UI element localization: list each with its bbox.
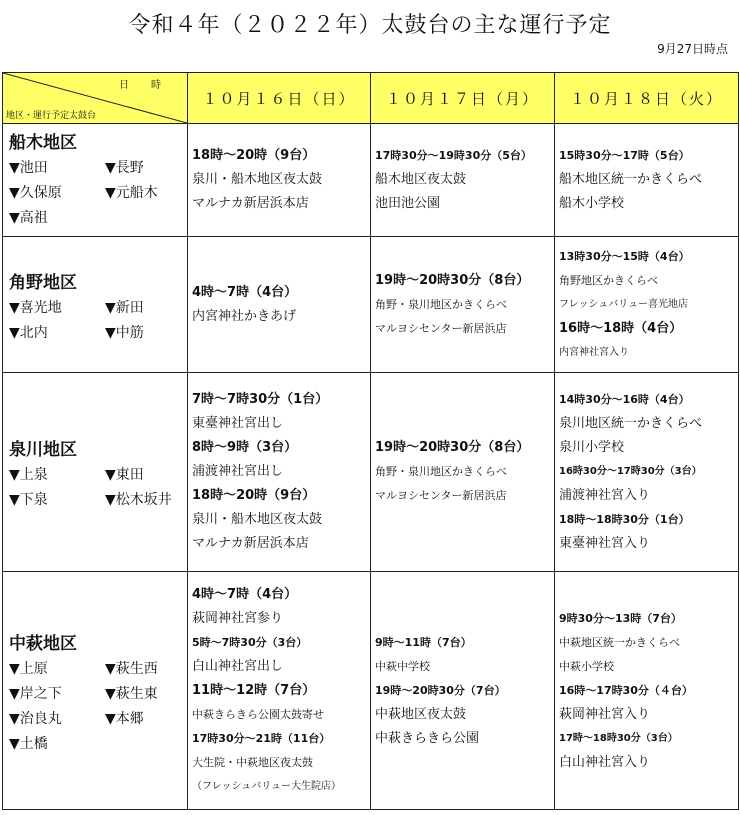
region-name: 泉川地区	[9, 440, 77, 460]
event-detail: 泉川・船木地区夜太鼓	[192, 512, 323, 527]
region-name: 角野地区	[9, 272, 77, 293]
event-detail: 池田池公園	[375, 196, 441, 211]
time-slot: 18時～20時（9台）	[192, 148, 316, 163]
region-row	[3, 124, 739, 237]
header-row	[3, 73, 739, 124]
region-row	[3, 237, 739, 373]
schedule-cell	[371, 124, 555, 237]
event-detail: 角野地区かきくらべ	[559, 273, 658, 287]
event-detail: 中萩きらきら公園	[375, 730, 480, 746]
event-detail: 内宮神社かきあげ	[192, 308, 297, 324]
sub-district-list	[9, 297, 181, 342]
time-slot: 17時～18時30分（3台）	[559, 732, 678, 744]
region-cell	[3, 572, 188, 810]
region-row	[3, 373, 739, 572]
sub-district-list	[9, 464, 181, 509]
sub-district: ▼土橋	[9, 735, 48, 752]
schedule-cell	[188, 572, 371, 810]
corner-date-label: 日 時	[119, 80, 167, 91]
sub-district: ▼上原	[9, 660, 48, 677]
schedule-cell	[555, 237, 739, 373]
time-slot: 17時30分～19時30分（5台）	[375, 149, 532, 162]
event-detail: 浦渡神社宮出し	[192, 464, 284, 479]
event-detail: 中萩きらきら公園太鼓寄せ	[192, 707, 324, 721]
event-detail: 白山神社宮入り	[559, 754, 651, 770]
event-detail: 浦渡神社宮入り	[559, 488, 651, 503]
region-name: 船木地区	[9, 133, 77, 153]
sub-district: ▼治良丸	[9, 710, 62, 727]
schedule-cell	[371, 373, 555, 572]
sub-district: ▼長野	[105, 160, 144, 176]
schedule-body	[3, 124, 739, 810]
time-slot: 19時～20時30分（7台）	[375, 683, 506, 697]
event-detail: 東臺神社宮入り	[559, 536, 651, 551]
time-slot: 9時30分～13時（7台）	[559, 611, 682, 625]
sub-district: ▼萩生東	[105, 685, 158, 702]
sub-district: ▼本郷	[105, 710, 144, 727]
date-header-2: １０月１７日（月）	[371, 73, 555, 124]
event-detail: 白山神社宮出し	[192, 658, 284, 674]
time-slot: 11時～12時（7台）	[192, 682, 316, 698]
sub-district-list	[9, 658, 181, 753]
event-detail: 泉川・船木地区夜太鼓	[192, 172, 323, 187]
time-slot: 16時～17時30分（４台）	[559, 683, 693, 697]
event-detail: 中萩地区夜太鼓	[375, 706, 467, 722]
region-cell	[3, 373, 188, 572]
time-slot: 16時30分～17時30分（3台）	[559, 466, 702, 477]
event-detail: フレッシュバリュー喜光地店	[559, 298, 688, 310]
event-detail: 船木小学校	[559, 196, 625, 211]
sub-district: ▼高祖	[9, 210, 48, 226]
date-header-3: １０月１８日（火）	[555, 73, 739, 124]
as-of-date: 9月27日時点	[657, 42, 728, 56]
time-slot: 18時～20時（9台）	[192, 488, 316, 503]
corner-region-label: 地区・運行予定太鼓台	[6, 111, 97, 121]
page-title: 令和４年（２０２２年）太鼓台の主な運行予定	[128, 13, 612, 38]
sub-district: ▼松木坂井	[105, 492, 172, 508]
region-row	[3, 572, 739, 810]
event-detail: 船木地区統一かきくらべ	[559, 172, 703, 187]
corner-header	[3, 73, 188, 124]
event-detail: マルヨシセンター新居浜店	[375, 489, 507, 502]
schedule-table	[2, 72, 739, 810]
sub-district: ▼北内	[9, 324, 48, 341]
event-detail: マルヨシセンター新居浜店	[375, 321, 507, 335]
sub-district-list	[9, 157, 181, 227]
region-cell	[3, 124, 188, 237]
event-detail: 大生院・中萩地区夜太鼓	[192, 755, 313, 769]
sub-district: ▼上泉	[9, 467, 48, 483]
schedule-cell	[371, 237, 555, 373]
time-slot: 16時～18時（4台）	[559, 320, 683, 336]
event-detail: （フレッシュバリュー大生院店）	[192, 780, 341, 792]
time-slot: 17時30分～21時（11台）	[192, 731, 331, 745]
sub-district: ▼東田	[105, 467, 144, 483]
schedule-cell	[555, 124, 739, 237]
event-detail: 船木地区夜太鼓	[375, 172, 467, 187]
event-detail: マルナカ新居浜本店	[192, 536, 309, 551]
schedule-cell	[371, 572, 555, 810]
region-cell	[3, 237, 188, 373]
time-slot: 8時～9時（3台）	[192, 440, 298, 455]
sub-district: ▼岸之下	[9, 685, 62, 702]
time-slot: 4時～7時（4台）	[192, 284, 298, 300]
sub-district: ▼新田	[105, 299, 144, 316]
schedule-cell	[188, 124, 371, 237]
sub-district: ▼久保原	[9, 185, 62, 201]
region-name: 中萩地区	[9, 633, 77, 654]
time-slot: 7時～7時30分（1台）	[192, 392, 329, 407]
event-detail: 角野・泉川地区かきくらべ	[375, 297, 507, 311]
event-detail: マルナカ新居浜本店	[192, 196, 309, 211]
schedule-cell	[555, 373, 739, 572]
time-slot: 9時～11時（7台）	[375, 635, 472, 649]
time-slot: 14時30分～16時（4台）	[559, 393, 690, 406]
time-slot: 15時30分～17時（5台）	[559, 149, 690, 162]
event-detail: 萩岡神社宮入り	[559, 706, 651, 722]
date-header-1: １０月１６日（日）	[188, 73, 371, 124]
sub-district: ▼萩生西	[105, 660, 158, 677]
sub-district: ▼元船木	[105, 185, 158, 201]
event-detail: 中萩中学校	[375, 659, 430, 673]
time-slot: 4時～7時（4台）	[192, 586, 298, 602]
event-detail: 東臺神社宮出し	[192, 416, 284, 431]
time-slot: 5時～7時30分（3台）	[192, 635, 308, 649]
schedule-cell	[555, 572, 739, 810]
sub-district: ▼喜光地	[9, 299, 62, 316]
schedule-cell	[188, 373, 371, 572]
schedule-cell	[188, 237, 371, 373]
time-slot: 18時～18時30分（1台）	[559, 513, 690, 526]
event-detail: 内宮神社宮入り	[559, 346, 629, 358]
time-slot: 13時30分～15時（4台）	[559, 249, 690, 263]
time-slot: 19時～20時30分（8台）	[375, 272, 530, 288]
event-detail: 泉川小学校	[559, 440, 625, 455]
sub-district: ▼中筋	[105, 324, 144, 341]
sub-district: ▼池田	[9, 160, 48, 176]
event-detail: 萩岡神社宮参り	[192, 610, 284, 626]
time-slot: 19時～20時30分（8台）	[375, 440, 530, 455]
event-detail: 中萩地区統一かきくらべ	[559, 635, 680, 649]
event-detail: 泉川地区統一かきくらべ	[559, 416, 703, 431]
event-detail: 角野・泉川地区かきくらべ	[375, 465, 507, 478]
event-detail: 中萩小学校	[559, 659, 614, 673]
sub-district: ▼下泉	[9, 492, 48, 508]
